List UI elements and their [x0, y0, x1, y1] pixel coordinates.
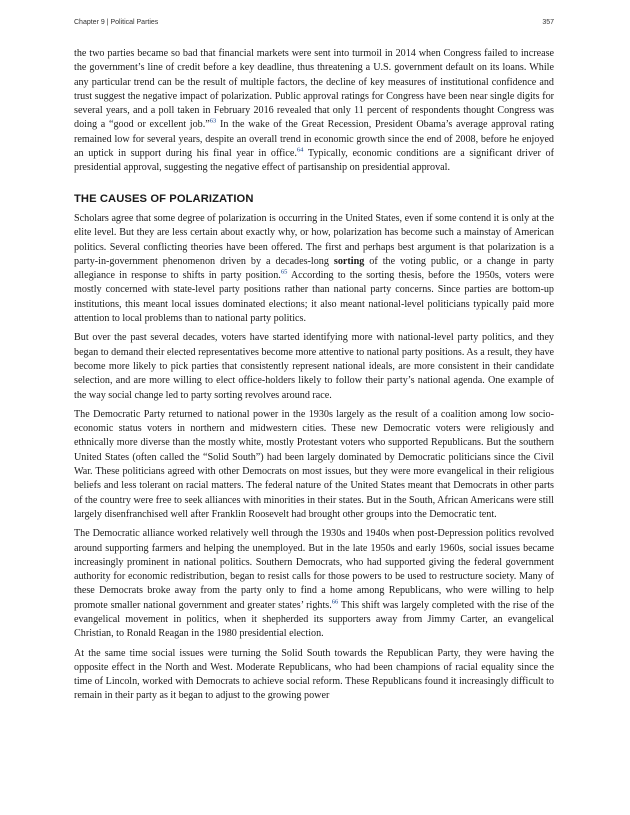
section-heading: THE CAUSES OF POLARIZATION [74, 192, 254, 205]
chapter-title: Chapter 9 | Political Parties [74, 19, 159, 26]
paragraph-continued: the two parties became so bad that financial markets were sent into turmoil in 2014 when Congress failed to increase the government’s line of credit before a key deadline, thus threatening a U.S. government default on its loans. While any particular trend can be the result of multiple factors, the decline of key measures of institutional confidence and trust suggest the negative impact of polarization. Public approval ratings for Congress have been near single digits for several years, and a poll taken in February 2016 revealed that only 11 percent of respondents thought Congress was doing a “good or excellent job.”$^{63}$ In the wake of the Great Recession, President Obama’s average approval rating remained low for several years, despite an overall trend in economic growth since the end of 2008, before he enjoyed an uptick in support during his final year in office.$^{64}$ Typically, economic conditions are a significant driver of presidential approval, suggesting the negative effect of partisanship on presidential approval. [74, 48, 554, 174]
footnote-ref[interactable]: 64 [296, 146, 304, 154]
footnote-ref[interactable]: 63 [209, 118, 217, 126]
page-number: 357 [542, 19, 554, 26]
body-text [74, 47, 554, 709]
paragraph: The Democratic alliance worked relatively well through the 1930s and 1940s when post-Depression politics revolved around supporting farmers and helping the unemployed. But in the late 1950s and early 1960s, social issues became increasingly prominent in national politics. Southern Democrats, who had supported giving the federal government authority for economic redistribution, began to resist calls for those powers to be used to restructure society. Many of these Democrats broke away from the party only to find a home among Republicans, who were willing to help promote smaller national government and greater states’ rights.$^{66}$ This shift was largely completed with the rise of the evangelical movement in politics, when it shepherded its supporters away from Jimmy Carter, an evangelical Christian, to Ronald Reagan in the 1980 presidential election. [74, 528, 554, 640]
footnote-ref[interactable]: 65 [280, 268, 288, 276]
paragraph: Scholars agree that some degree of polarization is occurring in the United States, even if some contend it is only at the elite level. But they are less certain about exactly why, or how, polarization has become such a mainstay of American politics. Several conflicting theories have been offered. The first and perhaps best argument is that polarization is a party-in-government phenomenon driven by a decades-long sorting of the voting public, or a change in party allegiance in response to shifts in party position.$^{65}$ According to the sorting thesis, before the 1950s, voters were mostly concerned with state-level party positions rather than national party concerns. Since parties are bottom-up institutions, this meant local issues dominated elections; it also meant national-level politicians typically paid more attention to local problems than to national party politics. [74, 212, 554, 325]
paragraph: The Democratic Party returned to national power in the 1930s largely as the result of a coalition among low socio-economic status voters in northern and midwestern cities. These new Democratic voters were religiously and ethnically more diverse than the mostly white, mostly Protestant voters who supported Republicans. But the southern United States (often called the “Solid South”) had been largely dominated by Democratic politicians since the Civil War. These politicians agreed with other Democrats on most issues, but they were more evangelical in their religious beliefs and less tolerant on racial matters. The federal nature of the United States meant that Democrats in other parts of the country were free to seek alliances with minorities in their states. But in the South, African Americans were still largely disenfranchised well after Franklin Roosevelt had brought other groups into the Democratic tent. [74, 408, 554, 520]
paragraph: But over the past several decades, voters have started identifying more with national-level party politics, and they began to demand their elected representatives become more attentive to national party positions. As a result, they have become more likely to pick parties that consistently represent national ideals, are more consistent in their candidate selection, and are more willing to elect office-holders likely to follow their party’s national agenda. One example of the way social change led to party sorting revolves around race. [74, 332, 554, 401]
footnote-ref[interactable]: 66 [331, 598, 339, 606]
key-term: sorting [333, 255, 365, 267]
paragraph: At the same time social issues were turning the Solid South towards the Republican Party, they were having the opposite effect in the North and West. Moderate Republicans, who had been champions of racial equality since the time of Lincoln, worked with Democrats to achieve social reform. These Republicans found it increasingly difficult to remain in their party as it began to adjust to the growing power [74, 647, 554, 702]
